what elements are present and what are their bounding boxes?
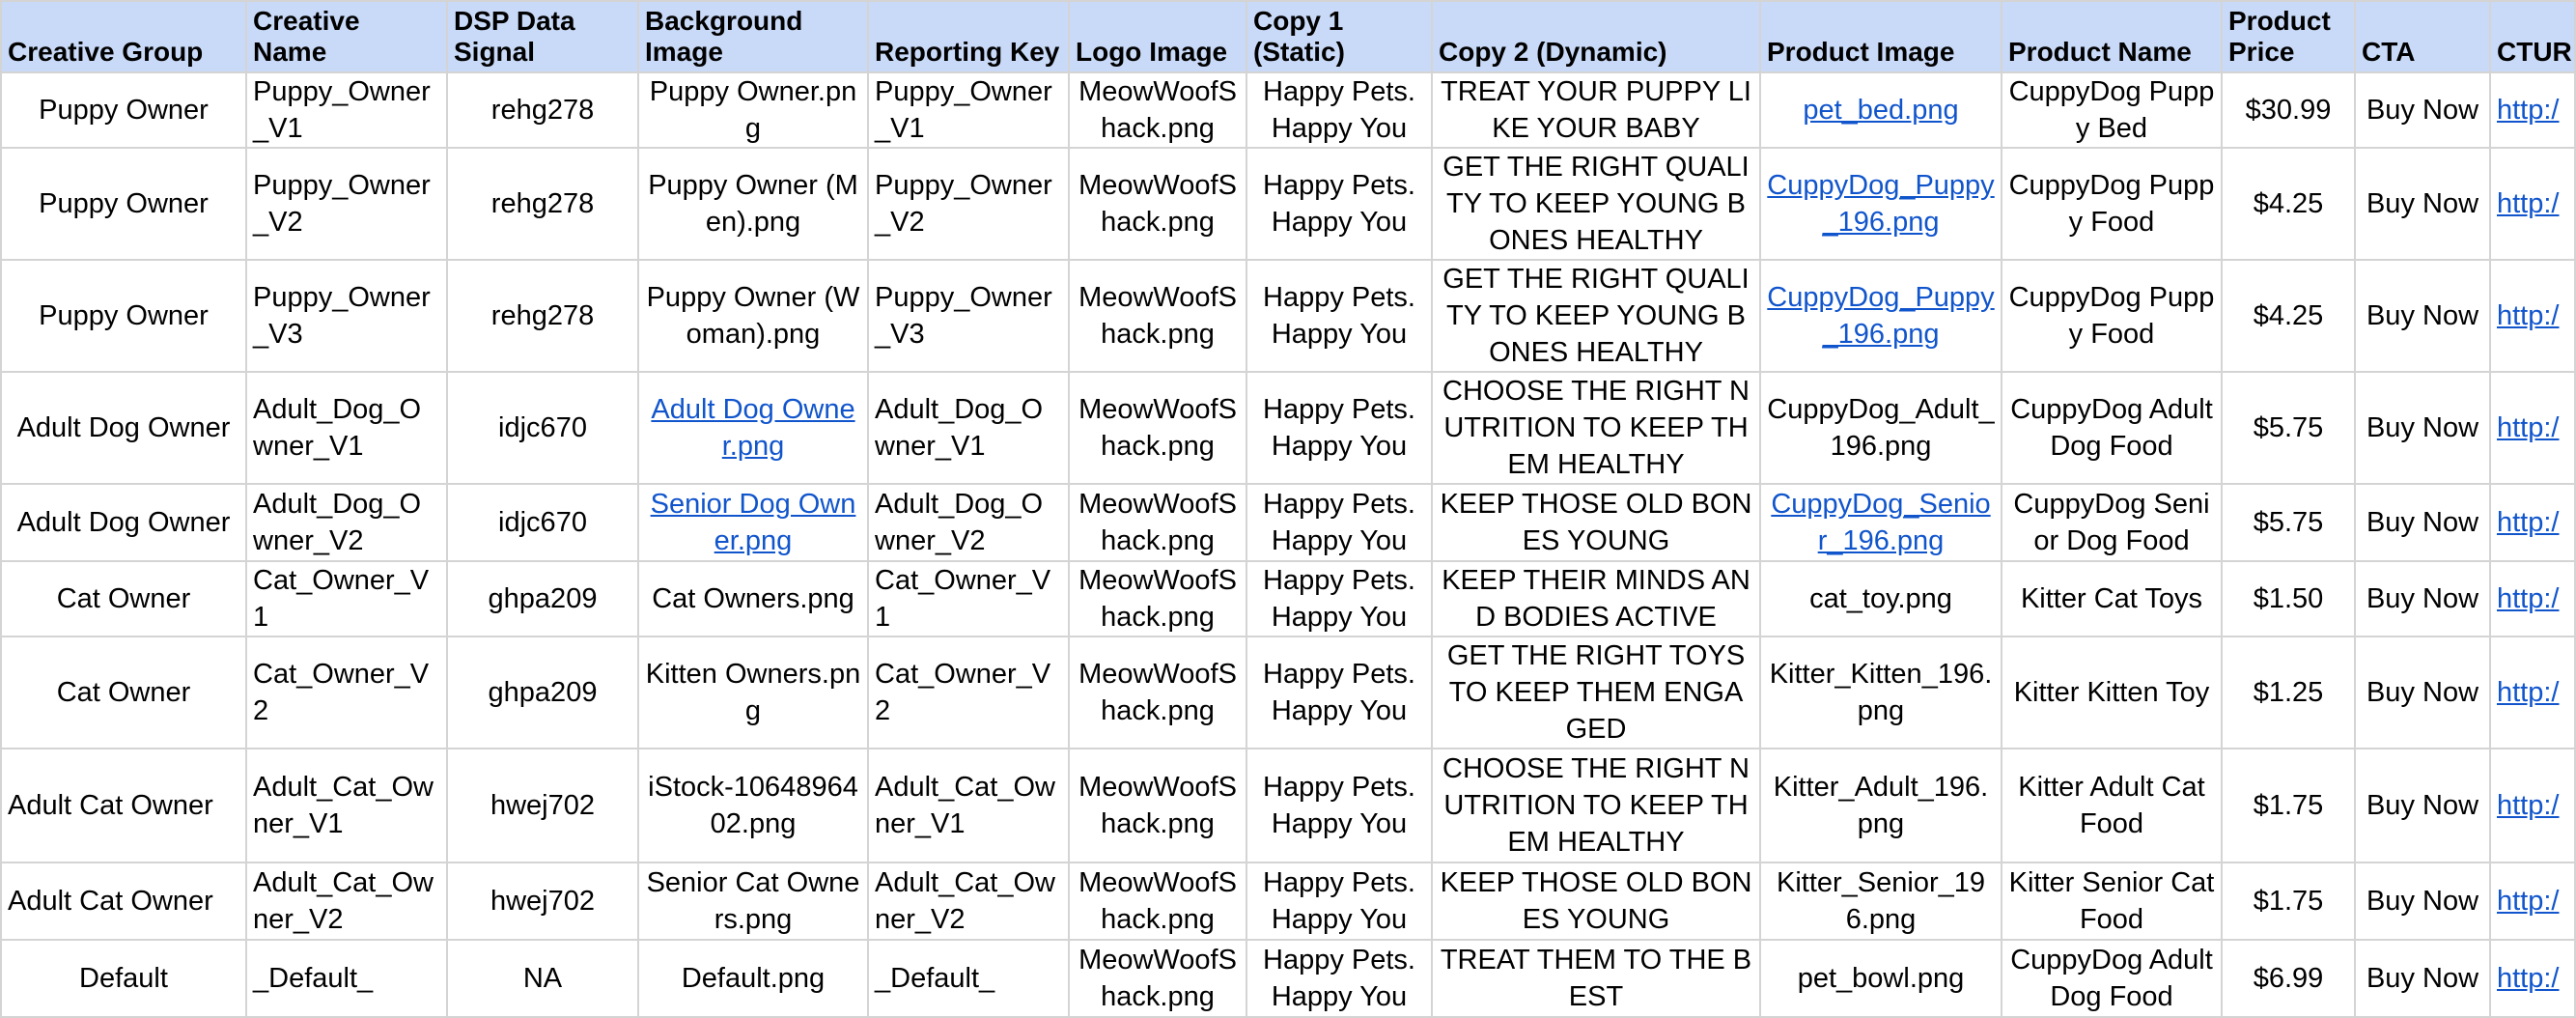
cell-reporting-key[interactable]: Adult_Dog_Owner_V1: [868, 372, 1069, 484]
cell-dsp-data-signal[interactable]: hwej702: [447, 749, 638, 862]
cell-copy-1[interactable]: Happy Pets. Happy You: [1246, 72, 1432, 148]
cell-cta[interactable]: Buy Now: [2355, 260, 2490, 372]
cell-reporting-key[interactable]: Puppy_Owner_V3: [868, 260, 1069, 372]
column-header-logo-image[interactable]: Logo Image: [1069, 1, 1246, 72]
cell-logo-image[interactable]: MeowWoofShack.png: [1069, 148, 1246, 260]
cell-creative-name[interactable]: Adult_Cat_Owner_V1: [246, 749, 447, 862]
cell-product-image[interactable]: CuppyDog_Adult_196.png: [1760, 372, 2002, 484]
column-header-creative-name[interactable]: Creative Name: [246, 1, 447, 72]
cell-copy-2[interactable]: CHOOSE THE RIGHT NUTRITION TO KEEP THEM HEALTHY: [1432, 372, 1760, 484]
cell-creative-name[interactable]: Cat_Owner_V2: [246, 636, 447, 749]
cell-background-image[interactable]: Cat Owners.png: [638, 561, 868, 636]
cell-background-image[interactable]: Default.png: [638, 940, 868, 1017]
cell-product-price[interactable]: $5.75: [2222, 484, 2355, 561]
cell-copy-1[interactable]: Happy Pets. Happy You: [1246, 561, 1432, 636]
cell-reporting-key[interactable]: Adult_Cat_Owner_V2: [868, 862, 1069, 940]
cell-copy-1[interactable]: Happy Pets. Happy You: [1246, 260, 1432, 372]
cell-creative-group[interactable]: Cat Owner: [1, 636, 246, 749]
table-row: [1, 561, 2575, 636]
column-header-dsp-data-signal[interactable]: DSP Data Signal: [447, 1, 638, 72]
cell-creative-group[interactable]: Puppy Owner: [1, 148, 246, 260]
cell-copy-1[interactable]: Happy Pets. Happy You: [1246, 636, 1432, 749]
cell-creative-name[interactable]: Adult_Cat_Owner_V2: [246, 862, 447, 940]
cell-copy-2[interactable]: KEEP THEIR MINDS AND BODIES ACTIVE: [1432, 561, 1760, 636]
cell-logo-image[interactable]: MeowWoofShack.png: [1069, 749, 1246, 862]
column-header-background-image[interactable]: Background Image: [638, 1, 868, 72]
cell-creative-group[interactable]: Adult Cat Owner: [1, 862, 246, 940]
cell-product-price[interactable]: $1.75: [2222, 862, 2355, 940]
cell-product-image[interactable]: pet_bowl.png: [1760, 940, 2002, 1017]
column-header-product-price[interactable]: Product Price: [2222, 1, 2355, 72]
cell-product-image[interactable]: Kitter_Adult_196.png: [1760, 749, 2002, 862]
cell-product-name[interactable]: Kitter Cat Toys: [2002, 561, 2222, 636]
cell-logo-image[interactable]: MeowWoofShack.png: [1069, 862, 1246, 940]
cell-creative-name[interactable]: Puppy_Owner_V3: [246, 260, 447, 372]
table-row: [1, 484, 2575, 561]
cell-cta[interactable]: Buy Now: [2355, 148, 2490, 260]
cell-creative-name[interactable]: _Default_: [246, 940, 447, 1017]
cell-copy-2[interactable]: CHOOSE THE RIGHT NUTRITION TO KEEP THEM HEALTHY: [1432, 749, 1760, 862]
cell-product-price[interactable]: $1.75: [2222, 749, 2355, 862]
cell-reporting-key[interactable]: Adult_Dog_Owner_V2: [868, 484, 1069, 561]
cell-logo-image[interactable]: MeowWoofShack.png: [1069, 372, 1246, 484]
cell-dsp-data-signal[interactable]: ghpa209: [447, 561, 638, 636]
cell-copy-2[interactable]: GET THE RIGHT TOYS TO KEEP THEM ENGAGED: [1432, 636, 1760, 749]
cell-cta[interactable]: Buy Now: [2355, 636, 2490, 749]
cell-creative-name[interactable]: Adult_Dog_Owner_V1: [246, 372, 447, 484]
cell-copy-1[interactable]: Happy Pets. Happy You: [1246, 940, 1432, 1017]
cell-cta[interactable]: Buy Now: [2355, 484, 2490, 561]
cell-product-image-link[interactable]: CuppyDog_Puppy_196.png: [1760, 148, 2002, 260]
cell-copy-2[interactable]: GET THE RIGHT QUALITY TO KEEP YOUNG BONES HEALTHY: [1432, 260, 1760, 372]
cell-creative-group[interactable]: Puppy Owner: [1, 260, 246, 372]
cell-product-name[interactable]: Kitter Adult Cat Food: [2002, 749, 2222, 862]
cell-reporting-key[interactable]: Cat_Owner_V2: [868, 636, 1069, 749]
cell-background-image[interactable]: Puppy Owner (Woman).png: [638, 260, 868, 372]
column-header-creative-group[interactable]: Creative Group: [1, 1, 246, 72]
cell-creative-name[interactable]: Puppy_Owner_V2: [246, 148, 447, 260]
cell-product-image[interactable]: cat_toy.png: [1760, 561, 2002, 636]
cell-product-name[interactable]: CuppyDog Adult Dog Food: [2002, 940, 2222, 1017]
cell-creative-group[interactable]: Adult Cat Owner: [1, 749, 246, 862]
cell-logo-image[interactable]: MeowWoofShack.png: [1069, 561, 1246, 636]
cell-product-price[interactable]: $30.99: [2222, 72, 2355, 148]
cell-product-price[interactable]: $6.99: [2222, 940, 2355, 1017]
cell-product-price[interactable]: $1.50: [2222, 561, 2355, 636]
cell-product-price[interactable]: $4.25: [2222, 148, 2355, 260]
cell-copy-2[interactable]: KEEP THOSE OLD BONES YOUNG: [1432, 862, 1760, 940]
cell-cta[interactable]: Buy Now: [2355, 862, 2490, 940]
cell-product-image-link[interactable]: CuppyDog_Senior_196.png: [1760, 484, 2002, 561]
cell-product-price[interactable]: $1.25: [2222, 636, 2355, 749]
cell-reporting-key[interactable]: Adult_Cat_Owner_V1: [868, 749, 1069, 862]
cell-background-image[interactable]: Puppy Owner (Men).png: [638, 148, 868, 260]
column-header-copy-1[interactable]: Copy 1 (Static): [1246, 1, 1432, 72]
cell-reporting-key[interactable]: Puppy_Owner_V2: [868, 148, 1069, 260]
cell-dsp-data-signal[interactable]: hwej702: [447, 862, 638, 940]
cell-product-name[interactable]: Kitter Senior Cat Food: [2002, 862, 2222, 940]
table-row: [1, 372, 2575, 484]
cell-copy-1[interactable]: Happy Pets. Happy You: [1246, 862, 1432, 940]
cell-product-name[interactable]: CuppyDog Puppy Bed: [2002, 72, 2222, 148]
table-row: [1, 940, 2575, 1017]
column-header-product-image[interactable]: Product Image: [1760, 1, 2002, 72]
cell-copy-1[interactable]: Happy Pets. Happy You: [1246, 749, 1432, 862]
cell-copy-2[interactable]: KEEP THOSE OLD BONES YOUNG: [1432, 484, 1760, 561]
cell-copy-2[interactable]: TREAT YOUR PUPPY LIKE YOUR BABY: [1432, 72, 1760, 148]
cell-logo-image[interactable]: MeowWoofShack.png: [1069, 260, 1246, 372]
column-header-ctur[interactable]: CTUR: [2490, 1, 2575, 72]
cell-logo-image[interactable]: MeowWoofShack.png: [1069, 72, 1246, 148]
cell-ctur-link[interactable]: http:/: [2490, 940, 2575, 1017]
cell-creative-group[interactable]: Adult Dog Owner: [1, 484, 246, 561]
cell-background-image[interactable]: Senior Cat Owners.png: [638, 862, 868, 940]
cell-reporting-key[interactable]: Puppy_Owner_V1: [868, 72, 1069, 148]
cell-ctur-link[interactable]: http:/: [2490, 561, 2575, 636]
cell-ctur-link[interactable]: http:/: [2490, 636, 2575, 749]
cell-background-image[interactable]: Kitten Owners.png: [638, 636, 868, 749]
cell-copy-2[interactable]: GET THE RIGHT QUALITY TO KEEP YOUNG BONES HEALTHY: [1432, 148, 1760, 260]
cell-creative-name[interactable]: Adult_Dog_Owner_V2: [246, 484, 447, 561]
cell-dsp-data-signal[interactable]: idjc670: [447, 372, 638, 484]
cell-copy-1[interactable]: Happy Pets. Happy You: [1246, 148, 1432, 260]
cell-product-name[interactable]: CuppyDog Puppy Food: [2002, 260, 2222, 372]
cell-cta[interactable]: Buy Now: [2355, 72, 2490, 148]
cell-background-image[interactable]: Puppy Owner.png: [638, 72, 868, 148]
table-row: [1, 260, 2575, 372]
cell-dsp-data-signal[interactable]: rehg278: [447, 148, 638, 260]
table-row: [1, 72, 2575, 148]
cell-creative-name[interactable]: Cat_Owner_V1: [246, 561, 447, 636]
cell-product-price[interactable]: $5.75: [2222, 372, 2355, 484]
cell-creative-name[interactable]: Puppy_Owner_V1: [246, 72, 447, 148]
cell-copy-2[interactable]: TREAT THEM TO THE BEST: [1432, 940, 1760, 1017]
cell-copy-1[interactable]: Happy Pets. Happy You: [1246, 372, 1432, 484]
cell-dsp-data-signal[interactable]: rehg278: [447, 260, 638, 372]
table-row: [1, 148, 2575, 260]
table-row: [1, 749, 2575, 862]
cell-dsp-data-signal[interactable]: idjc670: [447, 484, 638, 561]
cell-creative-group[interactable]: Puppy Owner: [1, 72, 246, 148]
table-row: [1, 862, 2575, 940]
cell-product-image[interactable]: Kitter_Kitten_196.png: [1760, 636, 2002, 749]
cell-product-name[interactable]: CuppyDog Adult Dog Food: [2002, 372, 2222, 484]
cell-ctur-link[interactable]: http:/: [2490, 260, 2575, 372]
cell-dsp-data-signal[interactable]: NA: [447, 940, 638, 1017]
cell-cta[interactable]: Buy Now: [2355, 561, 2490, 636]
cell-ctur-link[interactable]: http:/: [2490, 749, 2575, 862]
cell-ctur-link[interactable]: http:/: [2490, 72, 2575, 148]
cell-background-image-link[interactable]: Adult Dog Owner.png: [638, 372, 868, 484]
column-header-cta[interactable]: CTA: [2355, 1, 2490, 72]
cell-creative-group[interactable]: Default: [1, 940, 246, 1017]
cell-reporting-key[interactable]: _Default_: [868, 940, 1069, 1017]
cell-copy-1[interactable]: Happy Pets. Happy You: [1246, 484, 1432, 561]
table-row: [1, 636, 2575, 749]
cell-product-name[interactable]: Kitter Kitten Toy: [2002, 636, 2222, 749]
column-header-product-name[interactable]: Product Name: [2002, 1, 2222, 72]
cell-product-name[interactable]: CuppyDog Puppy Food: [2002, 148, 2222, 260]
cell-creative-group[interactable]: Cat Owner: [1, 561, 246, 636]
cell-dsp-data-signal[interactable]: rehg278: [447, 72, 638, 148]
cell-cta[interactable]: Buy Now: [2355, 372, 2490, 484]
cell-creative-group[interactable]: Adult Dog Owner: [1, 372, 246, 484]
cell-ctur-link[interactable]: http:/: [2490, 372, 2575, 484]
cell-dsp-data-signal[interactable]: ghpa209: [447, 636, 638, 749]
header-row: [1, 1, 2575, 72]
cell-ctur-link[interactable]: http:/: [2490, 862, 2575, 940]
cell-cta[interactable]: Buy Now: [2355, 749, 2490, 862]
cell-background-image-link[interactable]: Senior Dog Owner.png: [638, 484, 868, 561]
cell-product-price[interactable]: $4.25: [2222, 260, 2355, 372]
column-header-copy-2[interactable]: Copy 2 (Dynamic): [1432, 1, 1760, 72]
cell-ctur-link[interactable]: http:/: [2490, 148, 2575, 260]
column-header-reporting-key[interactable]: Reporting Key: [868, 1, 1069, 72]
cell-logo-image[interactable]: MeowWoofShack.png: [1069, 636, 1246, 749]
cell-reporting-key[interactable]: Cat_Owner_V1: [868, 561, 1069, 636]
cell-cta[interactable]: Buy Now: [2355, 940, 2490, 1017]
cell-product-image[interactable]: Kitter_Senior_196.png: [1760, 862, 2002, 940]
cell-product-image-link[interactable]: pet_bed.png: [1760, 72, 2002, 148]
cell-logo-image[interactable]: MeowWoofShack.png: [1069, 940, 1246, 1017]
cell-background-image[interactable]: iStock-1064896402.png: [638, 749, 868, 862]
cell-product-image-link[interactable]: CuppyDog_Puppy_196.png: [1760, 260, 2002, 372]
cell-logo-image[interactable]: MeowWoofShack.png: [1069, 484, 1246, 561]
cell-product-name[interactable]: CuppyDog Senior Dog Food: [2002, 484, 2222, 561]
cell-ctur-link[interactable]: http:/: [2490, 484, 2575, 561]
